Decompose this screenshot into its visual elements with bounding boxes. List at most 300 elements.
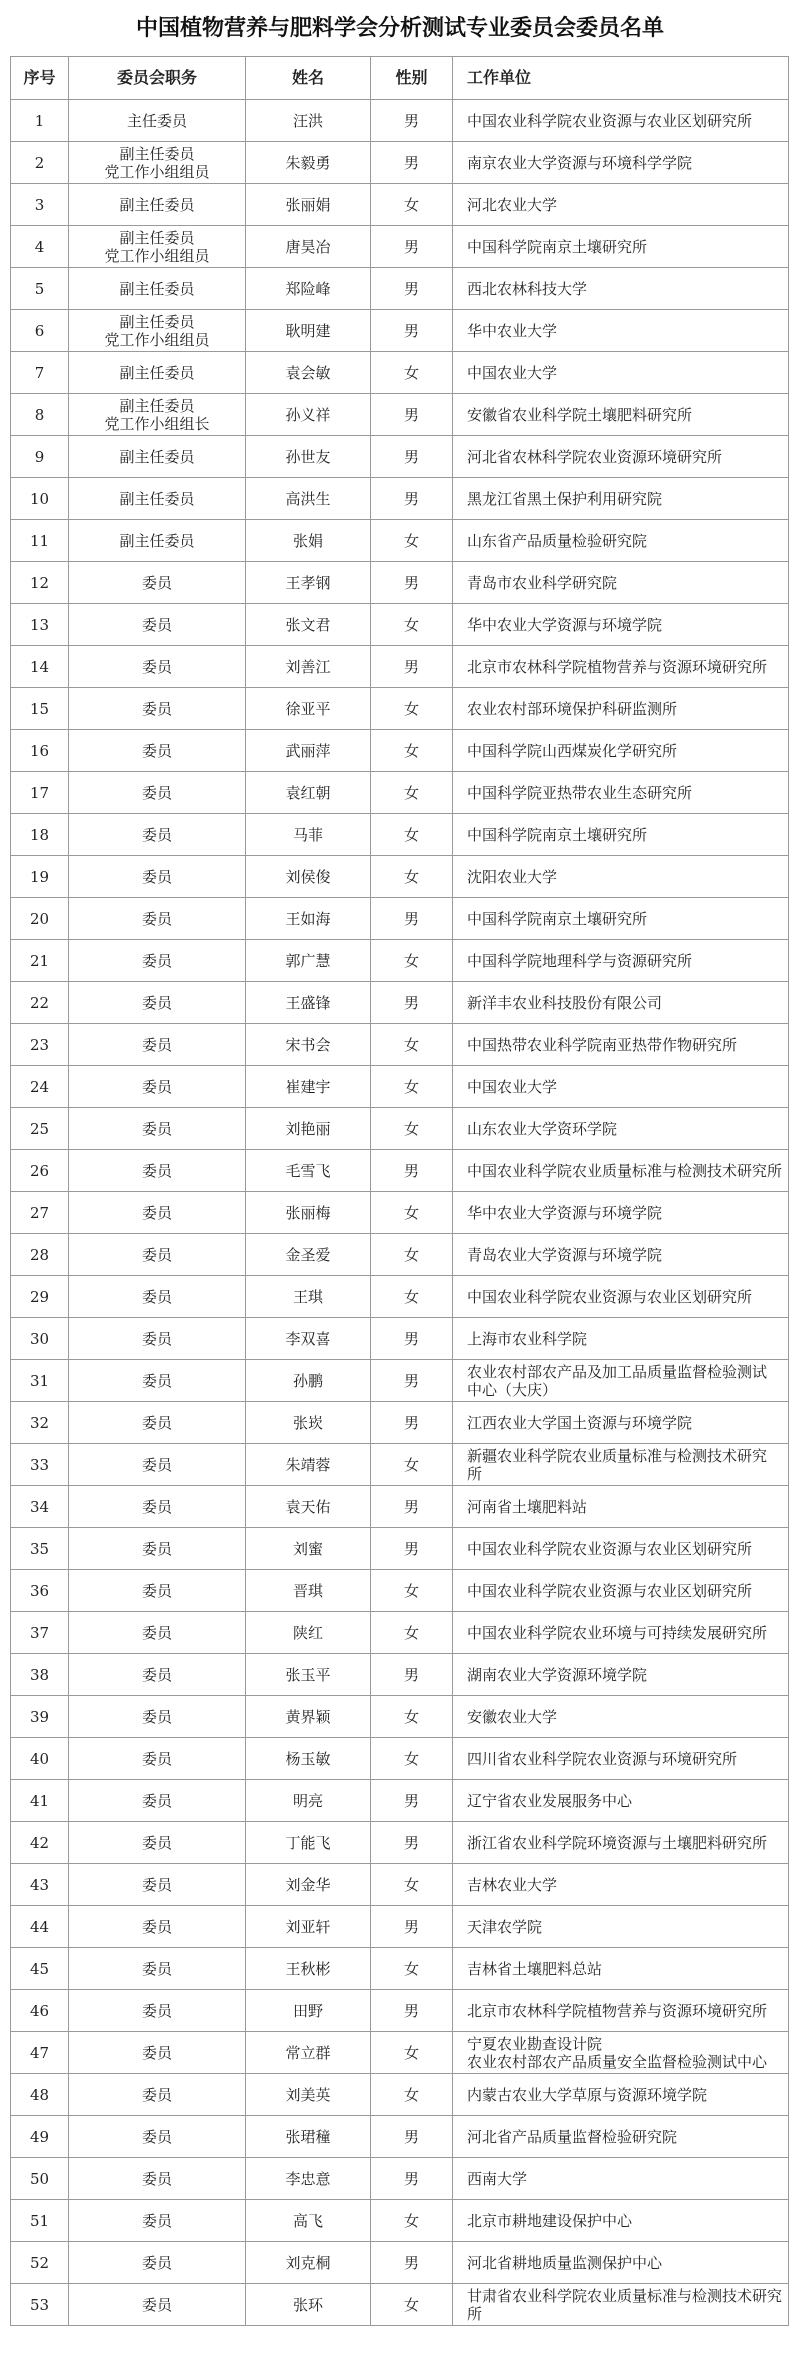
cell-index: 31 — [11, 1360, 69, 1402]
table-row — [11, 1360, 789, 1402]
cell-position: 委员 — [69, 814, 246, 856]
cell-index: 42 — [11, 1822, 69, 1864]
cell-position: 委员 — [69, 604, 246, 646]
table-row — [11, 310, 789, 352]
cell-gender: 男 — [371, 2116, 453, 2158]
cell-position: 委员 — [69, 1990, 246, 2032]
cell-workplace: 浙江省农业科学院环境资源与土壤肥料研究所 — [453, 1822, 789, 1864]
table-header-row — [11, 57, 789, 100]
cell-workplace: 湖南农业大学资源环境学院 — [453, 1654, 789, 1696]
cell-workplace: 吉林省土壤肥料总站 — [453, 1948, 789, 1990]
cell-index: 36 — [11, 1570, 69, 1612]
cell-name: 张珺穜 — [246, 2116, 371, 2158]
cell-workplace: 西北农林科技大学 — [453, 268, 789, 310]
cell-gender: 男 — [371, 310, 453, 352]
cell-gender: 男 — [371, 898, 453, 940]
table-row — [11, 1528, 789, 1570]
cell-gender: 女 — [371, 1108, 453, 1150]
cell-workplace: 北京市农林科学院植物营养与资源环境研究所 — [453, 1990, 789, 2032]
cell-position: 委员 — [69, 940, 246, 982]
header-name: 姓名 — [246, 57, 371, 100]
cell-gender: 女 — [371, 730, 453, 772]
table-row — [11, 1906, 789, 1948]
cell-name: 黄界颖 — [246, 1696, 371, 1738]
cell-index: 1 — [11, 100, 69, 142]
cell-workplace: 沈阳农业大学 — [453, 856, 789, 898]
table-row — [11, 604, 789, 646]
cell-index: 8 — [11, 394, 69, 436]
cell-index: 6 — [11, 310, 69, 352]
table-row — [11, 1990, 789, 2032]
cell-workplace: 新洋丰农业科技股份有限公司 — [453, 982, 789, 1024]
cell-position: 委员 — [69, 2032, 246, 2074]
cell-position: 委员 — [69, 730, 246, 772]
cell-gender: 男 — [371, 1780, 453, 1822]
table-row — [11, 1444, 789, 1486]
cell-workplace: 中国科学院南京土壤研究所 — [453, 814, 789, 856]
cell-index: 49 — [11, 2116, 69, 2158]
cell-index: 43 — [11, 1864, 69, 1906]
table-row — [11, 1402, 789, 1444]
cell-gender: 女 — [371, 352, 453, 394]
cell-name: 袁红朝 — [246, 772, 371, 814]
table-row — [11, 1276, 789, 1318]
cell-gender: 男 — [371, 1906, 453, 1948]
cell-index: 23 — [11, 1024, 69, 1066]
cell-index: 11 — [11, 520, 69, 562]
cell-workplace: 中国农业科学院农业环境与可持续发展研究所 — [453, 1612, 789, 1654]
cell-workplace: 新疆农业科学院农业质量标准与检测技术研究 所 — [453, 1444, 789, 1486]
table-row — [11, 1864, 789, 1906]
cell-name: 高飞 — [246, 2200, 371, 2242]
member-table — [10, 56, 789, 2326]
table-row — [11, 1696, 789, 1738]
cell-workplace: 中国热带农业科学院南亚热带作物研究所 — [453, 1024, 789, 1066]
cell-position: 委员 — [69, 1192, 246, 1234]
cell-name: 刘金华 — [246, 1864, 371, 1906]
cell-workplace: 中国农业科学院农业质量标准与检测技术研究所 — [453, 1150, 789, 1192]
cell-index: 32 — [11, 1402, 69, 1444]
cell-gender: 女 — [371, 1444, 453, 1486]
cell-index: 44 — [11, 1906, 69, 1948]
cell-name: 袁会敏 — [246, 352, 371, 394]
cell-gender: 男 — [371, 1360, 453, 1402]
cell-gender: 女 — [371, 1738, 453, 1780]
cell-gender: 男 — [371, 394, 453, 436]
cell-position: 委员 — [69, 1948, 246, 1990]
cell-gender: 男 — [371, 268, 453, 310]
cell-position: 委员 — [69, 2116, 246, 2158]
cell-workplace: 中国农业科学院农业资源与农业区划研究所 — [453, 1276, 789, 1318]
cell-position: 委员 — [69, 1780, 246, 1822]
cell-name: 马菲 — [246, 814, 371, 856]
table-row — [11, 2284, 789, 2326]
cell-index: 4 — [11, 226, 69, 268]
cell-workplace: 青岛农业大学资源与环境学院 — [453, 1234, 789, 1276]
table-row — [11, 1192, 789, 1234]
cell-gender: 男 — [371, 1990, 453, 2032]
cell-workplace: 辽宁省农业发展服务中心 — [453, 1780, 789, 1822]
cell-position: 委员 — [69, 1150, 246, 1192]
cell-index: 16 — [11, 730, 69, 772]
table-row — [11, 898, 789, 940]
page-title: 中国植物营养与肥料学会分析测试专业委员会委员名单 — [135, 15, 664, 41]
cell-position: 委员 — [69, 982, 246, 1024]
cell-workplace: 河北省产品质量监督检验研究院 — [453, 2116, 789, 2158]
cell-workplace: 安徽省农业科学院土壤肥料研究所 — [453, 394, 789, 436]
cell-name: 郭广慧 — [246, 940, 371, 982]
cell-position: 委员 — [69, 688, 246, 730]
cell-index: 39 — [11, 1696, 69, 1738]
table-row — [11, 2242, 789, 2284]
cell-index: 20 — [11, 898, 69, 940]
cell-workplace: 甘肃省农业科学院农业质量标准与检测技术研究 所 — [453, 2284, 789, 2326]
cell-name: 常立群 — [246, 2032, 371, 2074]
cell-gender: 男 — [371, 478, 453, 520]
cell-workplace: 中国农业科学院农业资源与农业区划研究所 — [453, 1570, 789, 1612]
cell-gender: 女 — [371, 184, 453, 226]
cell-index: 28 — [11, 1234, 69, 1276]
cell-workplace: 吉林农业大学 — [453, 1864, 789, 1906]
cell-workplace: 华中农业大学 — [453, 310, 789, 352]
cell-index: 24 — [11, 1066, 69, 1108]
cell-workplace: 内蒙古农业大学草原与资源环境学院 — [453, 2074, 789, 2116]
cell-position: 副主任委员 — [69, 478, 246, 520]
cell-gender: 男 — [371, 646, 453, 688]
cell-workplace: 山东农业大学资环学院 — [453, 1108, 789, 1150]
cell-position: 委员 — [69, 1318, 246, 1360]
cell-index: 41 — [11, 1780, 69, 1822]
cell-workplace: 中国科学院山西煤炭化学研究所 — [453, 730, 789, 772]
table-row — [11, 772, 789, 814]
cell-gender: 女 — [371, 1276, 453, 1318]
cell-workplace: 中国农业科学院农业资源与农业区划研究所 — [453, 100, 789, 142]
cell-name: 张丽娟 — [246, 184, 371, 226]
cell-index: 50 — [11, 2158, 69, 2200]
cell-index: 9 — [11, 436, 69, 478]
cell-gender: 女 — [371, 1570, 453, 1612]
cell-position: 委员 — [69, 1234, 246, 1276]
cell-position: 委员 — [69, 856, 246, 898]
cell-name: 刘侯俊 — [246, 856, 371, 898]
cell-gender: 男 — [371, 1486, 453, 1528]
cell-gender: 男 — [371, 226, 453, 268]
cell-name: 汪洪 — [246, 100, 371, 142]
cell-name: 张环 — [246, 2284, 371, 2326]
cell-index: 3 — [11, 184, 69, 226]
cell-gender: 女 — [371, 1612, 453, 1654]
cell-name: 张丽梅 — [246, 1192, 371, 1234]
cell-workplace: 青岛市农业科学研究院 — [453, 562, 789, 604]
cell-position: 委员 — [69, 1612, 246, 1654]
cell-position: 副主任委员 党工作小组组员 — [69, 310, 246, 352]
cell-workplace: 山东省产品质量检验研究院 — [453, 520, 789, 562]
cell-position: 副主任委员 — [69, 184, 246, 226]
cell-name: 明亮 — [246, 1780, 371, 1822]
cell-position: 委员 — [69, 1024, 246, 1066]
cell-position: 副主任委员 — [69, 436, 246, 478]
cell-gender: 女 — [371, 772, 453, 814]
cell-position: 委员 — [69, 1444, 246, 1486]
cell-name: 毛雪飞 — [246, 1150, 371, 1192]
cell-position: 委员 — [69, 2284, 246, 2326]
cell-gender: 女 — [371, 2200, 453, 2242]
cell-gender: 男 — [371, 142, 453, 184]
cell-workplace: 安徽农业大学 — [453, 1696, 789, 1738]
cell-name: 王琪 — [246, 1276, 371, 1318]
cell-workplace: 河北农业大学 — [453, 184, 789, 226]
cell-index: 30 — [11, 1318, 69, 1360]
cell-position: 委员 — [69, 1360, 246, 1402]
cell-position: 委员 — [69, 1696, 246, 1738]
cell-index: 27 — [11, 1192, 69, 1234]
header-index: 序号 — [11, 57, 69, 100]
cell-position: 委员 — [69, 1906, 246, 1948]
cell-index: 40 — [11, 1738, 69, 1780]
cell-workplace: 北京市农林科学院植物营养与资源环境研究所 — [453, 646, 789, 688]
cell-workplace: 西南大学 — [453, 2158, 789, 2200]
cell-position: 委员 — [69, 1570, 246, 1612]
cell-position: 委员 — [69, 1486, 246, 1528]
cell-gender: 男 — [371, 562, 453, 604]
cell-gender: 女 — [371, 1696, 453, 1738]
cell-index: 46 — [11, 1990, 69, 2032]
table-row — [11, 478, 789, 520]
cell-name: 王如海 — [246, 898, 371, 940]
cell-gender: 女 — [371, 2074, 453, 2116]
cell-name: 王盛锋 — [246, 982, 371, 1024]
cell-gender: 女 — [371, 1948, 453, 1990]
cell-name: 刘蜜 — [246, 1528, 371, 1570]
cell-index: 12 — [11, 562, 69, 604]
cell-workplace: 中国科学院地理科学与资源研究所 — [453, 940, 789, 982]
cell-workplace: 华中农业大学资源与环境学院 — [453, 1192, 789, 1234]
cell-position: 委员 — [69, 1654, 246, 1696]
cell-workplace: 中国科学院南京土壤研究所 — [453, 226, 789, 268]
cell-name: 李忠意 — [246, 2158, 371, 2200]
cell-index: 2 — [11, 142, 69, 184]
cell-gender: 女 — [371, 2032, 453, 2074]
table-row — [11, 1486, 789, 1528]
cell-index: 25 — [11, 1108, 69, 1150]
cell-name: 张崁 — [246, 1402, 371, 1444]
cell-position: 委员 — [69, 1276, 246, 1318]
cell-gender: 男 — [371, 2158, 453, 2200]
cell-name: 崔建宇 — [246, 1066, 371, 1108]
table-row — [11, 1570, 789, 1612]
cell-gender: 女 — [371, 814, 453, 856]
table-row — [11, 436, 789, 478]
cell-position: 副主任委员 — [69, 520, 246, 562]
cell-gender: 女 — [371, 2284, 453, 2326]
cell-gender: 女 — [371, 940, 453, 982]
cell-workplace: 江西农业大学国土资源与环境学院 — [453, 1402, 789, 1444]
cell-gender: 女 — [371, 1066, 453, 1108]
cell-name: 刘善江 — [246, 646, 371, 688]
cell-workplace: 中国科学院南京土壤研究所 — [453, 898, 789, 940]
cell-name: 张文君 — [246, 604, 371, 646]
cell-name: 刘美英 — [246, 2074, 371, 2116]
cell-gender: 男 — [371, 1402, 453, 1444]
cell-index: 33 — [11, 1444, 69, 1486]
cell-position: 委员 — [69, 1528, 246, 1570]
cell-name: 田野 — [246, 1990, 371, 2032]
cell-gender: 男 — [371, 436, 453, 478]
table-row — [11, 1612, 789, 1654]
cell-position: 委员 — [69, 1066, 246, 1108]
cell-gender: 女 — [371, 1864, 453, 1906]
cell-position: 委员 — [69, 898, 246, 940]
table-row — [11, 814, 789, 856]
cell-name: 张玉平 — [246, 1654, 371, 1696]
cell-index: 21 — [11, 940, 69, 982]
cell-position: 主任委员 — [69, 100, 246, 142]
cell-index: 52 — [11, 2242, 69, 2284]
header-gender: 性别 — [371, 57, 453, 100]
cell-gender: 女 — [371, 1234, 453, 1276]
cell-position: 委员 — [69, 2200, 246, 2242]
table-row — [11, 394, 789, 436]
header-position: 委员会职务 — [69, 57, 246, 100]
cell-name: 武丽萍 — [246, 730, 371, 772]
cell-workplace: 农业农村部环境保护科研监测所 — [453, 688, 789, 730]
cell-position: 委员 — [69, 2242, 246, 2284]
cell-index: 17 — [11, 772, 69, 814]
cell-index: 37 — [11, 1612, 69, 1654]
cell-gender: 女 — [371, 1024, 453, 1066]
cell-name: 刘克桐 — [246, 2242, 371, 2284]
cell-index: 13 — [11, 604, 69, 646]
cell-workplace: 华中农业大学资源与环境学院 — [453, 604, 789, 646]
table-row — [11, 1234, 789, 1276]
table-body — [11, 100, 789, 2326]
cell-name: 徐亚平 — [246, 688, 371, 730]
cell-position: 委员 — [69, 1108, 246, 1150]
cell-position: 副主任委员 党工作小组组员 — [69, 226, 246, 268]
cell-name: 王秋彬 — [246, 1948, 371, 1990]
cell-index: 19 — [11, 856, 69, 898]
cell-position: 委员 — [69, 1822, 246, 1864]
cell-name: 陕红 — [246, 1612, 371, 1654]
table-row — [11, 100, 789, 142]
cell-workplace: 南京农业大学资源与环境科学学院 — [453, 142, 789, 184]
cell-index: 51 — [11, 2200, 69, 2242]
cell-gender: 男 — [371, 1528, 453, 1570]
cell-gender: 女 — [371, 856, 453, 898]
cell-name: 袁天佑 — [246, 1486, 371, 1528]
table-row — [11, 2032, 789, 2074]
cell-gender: 男 — [371, 1150, 453, 1192]
cell-name: 金圣爱 — [246, 1234, 371, 1276]
cell-workplace: 中国农业大学 — [453, 1066, 789, 1108]
table-row — [11, 856, 789, 898]
cell-position: 委员 — [69, 1864, 246, 1906]
cell-name: 晋琪 — [246, 1570, 371, 1612]
cell-index: 38 — [11, 1654, 69, 1696]
cell-name: 朱毅勇 — [246, 142, 371, 184]
cell-workplace: 河北省农林科学院农业资源环境研究所 — [453, 436, 789, 478]
cell-gender: 女 — [371, 604, 453, 646]
cell-gender: 男 — [371, 1654, 453, 1696]
table-row — [11, 352, 789, 394]
table-row — [11, 646, 789, 688]
cell-position: 副主任委员 党工作小组组长 — [69, 394, 246, 436]
cell-index: 15 — [11, 688, 69, 730]
table-row — [11, 1066, 789, 1108]
cell-name: 朱靖蓉 — [246, 1444, 371, 1486]
table-row — [11, 1150, 789, 1192]
table-row — [11, 268, 789, 310]
cell-name: 孙义祥 — [246, 394, 371, 436]
cell-workplace: 北京市耕地建设保护中心 — [453, 2200, 789, 2242]
cell-position: 委员 — [69, 2074, 246, 2116]
table-row — [11, 562, 789, 604]
cell-position: 委员 — [69, 646, 246, 688]
cell-position: 副主任委员 — [69, 268, 246, 310]
cell-name: 刘亚轩 — [246, 1906, 371, 1948]
cell-workplace: 河南省土壤肥料站 — [453, 1486, 789, 1528]
cell-index: 7 — [11, 352, 69, 394]
cell-position: 委员 — [69, 562, 246, 604]
table-row — [11, 1108, 789, 1150]
cell-name: 耿明建 — [246, 310, 371, 352]
cell-workplace: 中国农业大学 — [453, 352, 789, 394]
table-row — [11, 1822, 789, 1864]
cell-name: 刘艳丽 — [246, 1108, 371, 1150]
cell-gender: 男 — [371, 1822, 453, 1864]
table-row — [11, 1738, 789, 1780]
cell-index: 47 — [11, 2032, 69, 2074]
cell-workplace: 天津农学院 — [453, 1906, 789, 1948]
cell-index: 35 — [11, 1528, 69, 1570]
table-row — [11, 1318, 789, 1360]
table-row — [11, 688, 789, 730]
cell-index: 48 — [11, 2074, 69, 2116]
table-row — [11, 982, 789, 1024]
cell-index: 5 — [11, 268, 69, 310]
cell-position: 委员 — [69, 2158, 246, 2200]
table-row — [11, 2074, 789, 2116]
cell-position: 副主任委员 — [69, 352, 246, 394]
cell-index: 45 — [11, 1948, 69, 1990]
cell-workplace: 黑龙江省黑土保护利用研究院 — [453, 478, 789, 520]
cell-index: 26 — [11, 1150, 69, 1192]
table-row — [11, 730, 789, 772]
table-row — [11, 2200, 789, 2242]
table-row — [11, 1654, 789, 1696]
table-row — [11, 1024, 789, 1066]
cell-name: 唐昊冶 — [246, 226, 371, 268]
cell-position: 委员 — [69, 1738, 246, 1780]
cell-index: 10 — [11, 478, 69, 520]
cell-name: 孙鹏 — [246, 1360, 371, 1402]
cell-gender: 男 — [371, 2242, 453, 2284]
table-row — [11, 226, 789, 268]
table-row — [11, 1780, 789, 1822]
cell-index: 14 — [11, 646, 69, 688]
cell-workplace: 宁夏农业勘查设计院 农业农村部农产品质量安全监督检验测试中心 — [453, 2032, 789, 2074]
cell-name: 杨玉敏 — [246, 1738, 371, 1780]
table-row — [11, 2116, 789, 2158]
cell-index: 18 — [11, 814, 69, 856]
cell-name: 宋书会 — [246, 1024, 371, 1066]
cell-gender: 男 — [371, 1318, 453, 1360]
cell-workplace: 农业农村部农产品及加工品质量监督检验测试 中心（大庆） — [453, 1360, 789, 1402]
cell-workplace: 上海市农业科学院 — [453, 1318, 789, 1360]
table-row — [11, 142, 789, 184]
cell-gender: 女 — [371, 1192, 453, 1234]
cell-name: 高洪生 — [246, 478, 371, 520]
